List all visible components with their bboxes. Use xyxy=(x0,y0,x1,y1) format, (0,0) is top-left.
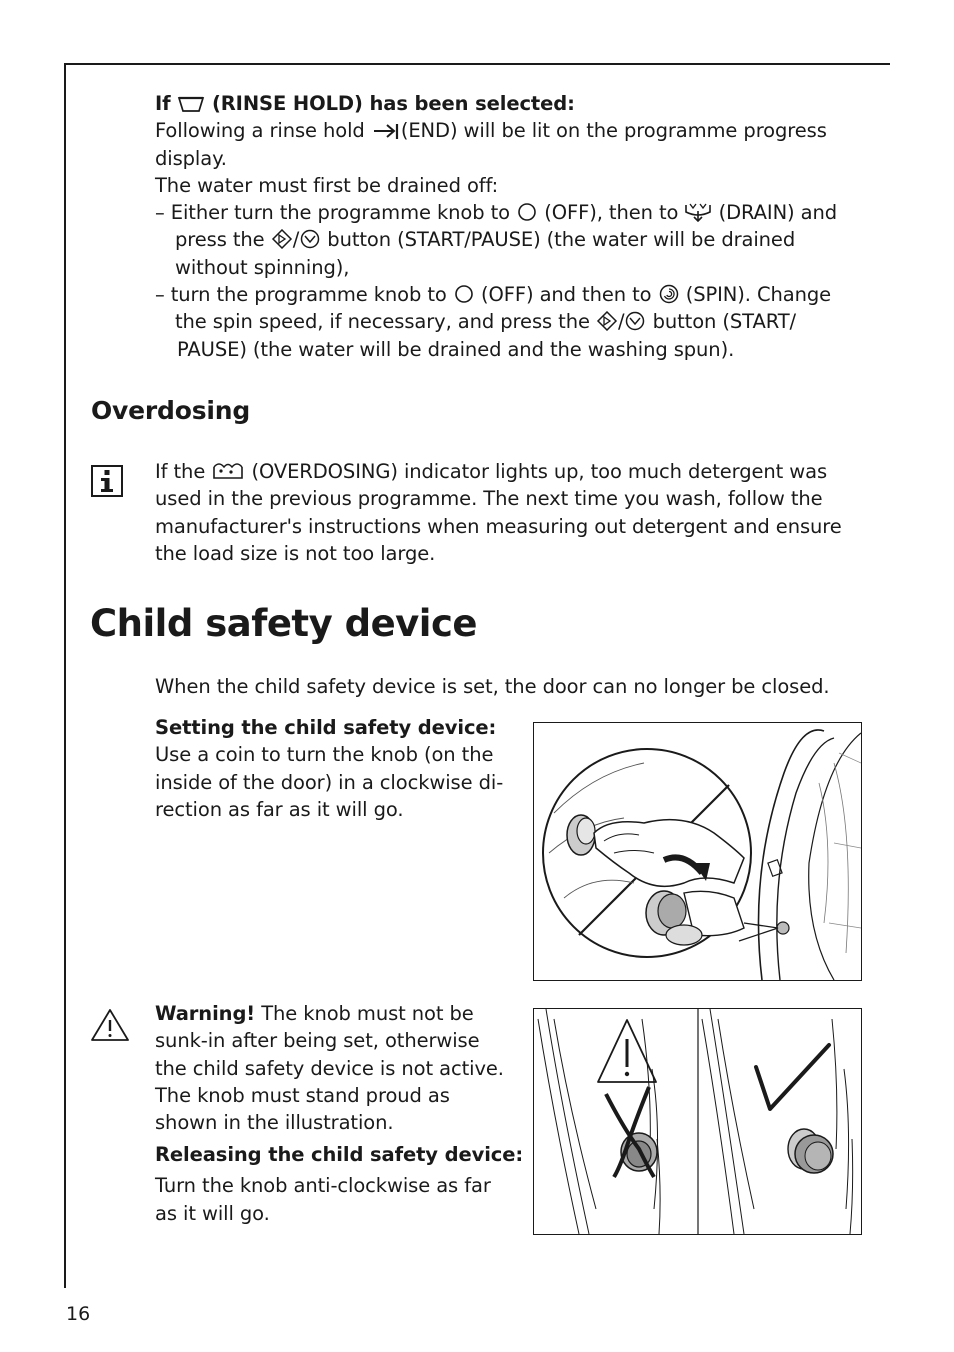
incorrect-sunk-knob-panel xyxy=(538,1009,660,1234)
page-frame-top-rule xyxy=(64,63,890,65)
release-instructions: Releasing the child safety device: Turn the knob anti-clockwise as far as it will go. xyxy=(155,1143,524,1225)
child-safety-intro: When the child safety device is set, the door can no longer be closed. xyxy=(155,675,830,698)
page-frame-left-rule xyxy=(64,63,66,1288)
knob-correct-incorrect-illustration xyxy=(533,1008,862,1235)
start-pause-icon: / xyxy=(271,228,321,251)
start-pause-icon: / xyxy=(596,310,646,333)
child-safety-heading: Child safety device xyxy=(90,602,478,645)
off-circle-icon xyxy=(516,202,538,222)
off-circle-icon xyxy=(453,284,475,304)
overdosing-icon xyxy=(211,461,245,481)
info-icon xyxy=(91,465,123,497)
warning-icon xyxy=(89,1007,131,1043)
setting-instructions: Setting the child safety device: Use a coin to turn the knob (on the inside of the door) in a clockwise di- rection as far as it will go. xyxy=(155,716,504,821)
warning-paragraph: Warning! The knob must not be sunk-in after being set, otherwise the child safety device is not active. The knob must stand proud as shown in the illustration. xyxy=(155,1002,504,1135)
drain-icon xyxy=(684,202,712,222)
rinse-hold-section: If (RINSE HOLD) has been selected: Following a rinse hold (END) will be lit on the programme progress display. The water must first be drained off: – Either turn the programme knob to (OFF), then to (DRAIN) and press the / button (START/PAUSE) (the water will be drained without spinning), – turn the programme knob to (OFF) and then to (SPIN). Change the spin speed, if necessary, and press the / button (START/ PAUSE) (the water will be drained and the washing spun). xyxy=(155,92,838,361)
correct-proud-knob-panel xyxy=(702,1009,853,1234)
overdosing-paragraph: If the (OVERDOSING) indicator lights up, too much detergent was used in the previous programme. The next time you wash, follow the manufacturer's instructions when measuring out detergent and ensure the load size is not too large. xyxy=(155,460,842,565)
spin-icon xyxy=(658,284,680,304)
rinse-hold-heading: If (RINSE HOLD) has been selected: xyxy=(155,92,575,115)
end-arrow-icon xyxy=(371,122,401,140)
page-number: 16 xyxy=(66,1303,91,1325)
coin-turning-knob-illustration xyxy=(533,722,862,981)
overdosing-heading: Overdosing xyxy=(91,396,251,425)
rinse-hold-icon xyxy=(177,95,205,113)
